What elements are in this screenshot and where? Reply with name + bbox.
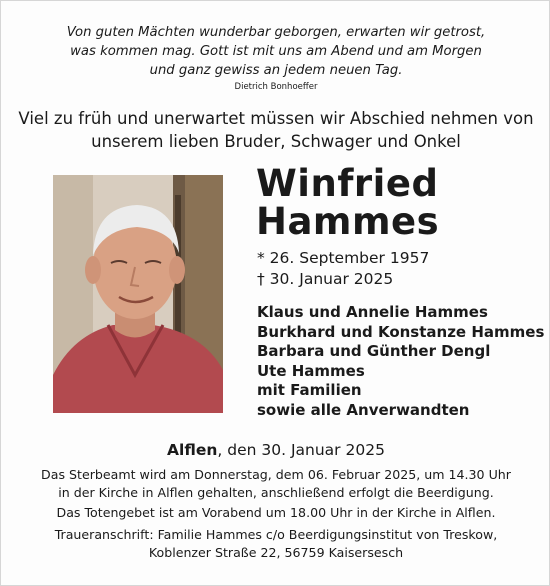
address-line: Koblenzer Straße 22, 56759 Kaisersesch xyxy=(148,545,404,560)
service-info xyxy=(1,466,550,562)
quote-author: Dietrich Bonhoeffer xyxy=(234,82,318,92)
portrait-illustration xyxy=(53,175,223,413)
prayer-line: Das Totengebet ist am Vorabend um 18.00 Uhr in der Kirche in Alflen. xyxy=(56,505,496,520)
intro-line: Viel zu früh und unerwartet müssen wir Abschied nehmen von xyxy=(18,109,534,128)
bible-quote xyxy=(1,23,550,80)
intro-text xyxy=(1,107,550,153)
funeral-line: in der Kirche in Alflen gehalten, anschließend erfolgt die Beerdigung. xyxy=(58,485,494,500)
deceased-name xyxy=(256,162,440,243)
first-name: Winfried xyxy=(256,162,439,205)
mourner: Burkhard und Konstanze Hammes xyxy=(257,322,545,341)
place-date xyxy=(1,441,550,459)
birth-date: * 26. September 1957 xyxy=(257,249,430,267)
quote-line: was kommen mag. Gott ist mit uns am Abend und am Morgen xyxy=(70,44,482,59)
quote-line: Von guten Mächten wunderbar geborgen, erwarten wir getrost, xyxy=(66,25,486,40)
quote-line: und ganz gewiss an jedem neuen Tag. xyxy=(149,63,403,78)
mourner: Ute Hammes xyxy=(257,361,365,380)
last-name: Hammes xyxy=(256,200,440,243)
address-line: Traueranschrift: Familie Hammes c/o Beerdigungsinstitut von Treskow, xyxy=(54,527,498,542)
mourner: Klaus und Annelie Hammes xyxy=(257,303,488,321)
life-dates xyxy=(257,248,429,290)
intro-line: unserem lieben Bruder, Schwager und Onkel xyxy=(91,132,461,151)
mourner: mit Familien xyxy=(257,381,362,399)
place: Alflen xyxy=(167,441,218,459)
death-date: † 30. Januar 2025 xyxy=(257,270,394,288)
portrait-photo xyxy=(53,175,223,413)
date: , den 30. Januar 2025 xyxy=(217,441,385,459)
mourner: sowie alle Anverwandten xyxy=(257,400,470,419)
funeral-line: Das Sterbeamt wird am Donnerstag, dem 06. Februar 2025, um 14.30 Uhr xyxy=(41,467,511,482)
mourners-list xyxy=(257,303,544,420)
mourner: Barbara und Günther Dengl xyxy=(257,342,491,360)
